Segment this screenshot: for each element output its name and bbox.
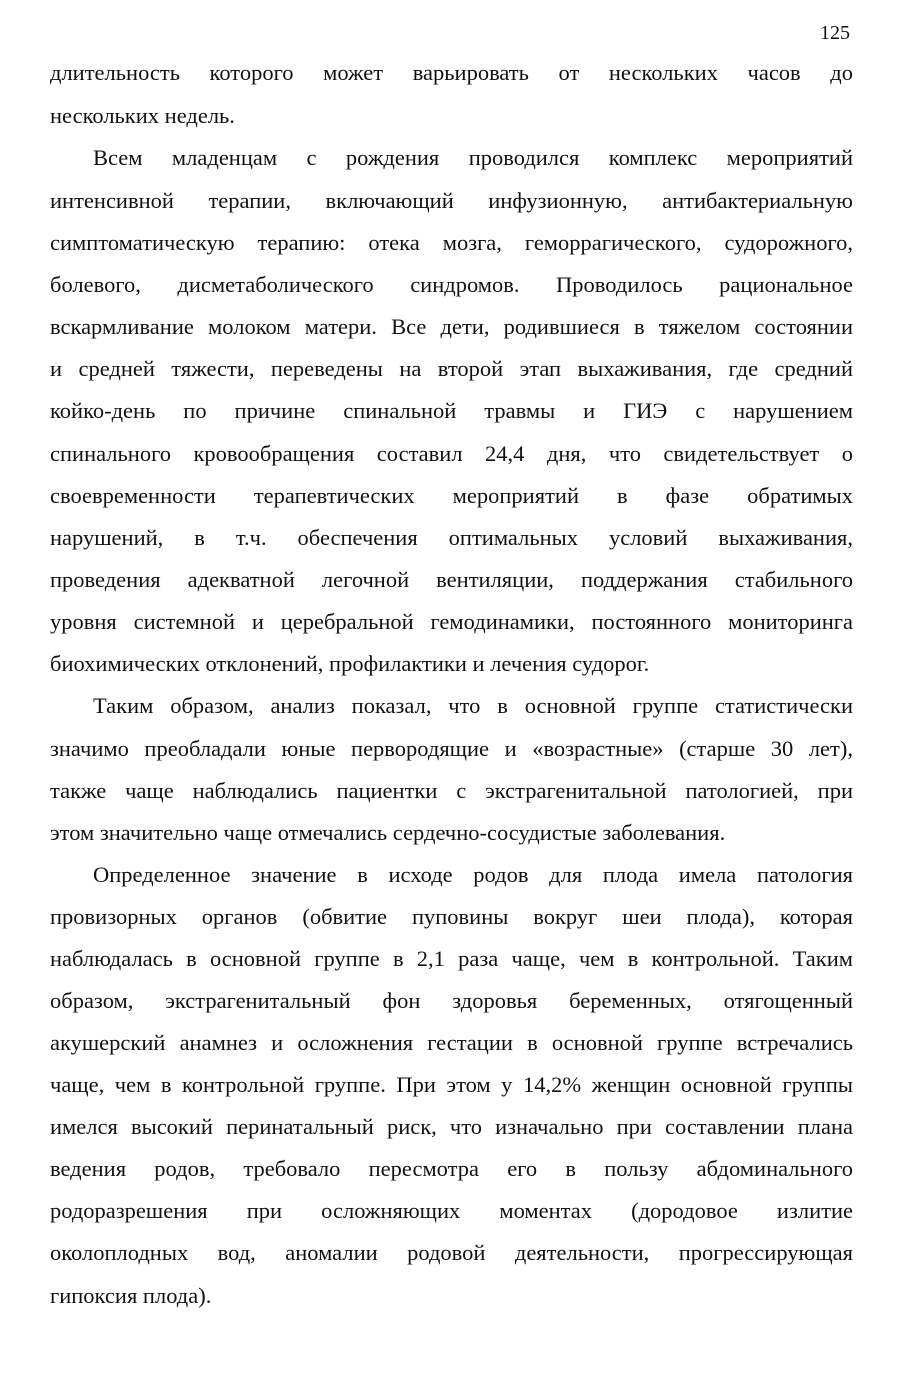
- text-line: этом значительно чаще отмечались сердечно-сосудистые заболевания.: [50, 820, 726, 845]
- text-line: гипоксия плода).: [50, 1283, 212, 1308]
- text-line: уровня системной и церебральной гемодинамики, постоянного мониторинга: [50, 609, 853, 634]
- text-line: чаще, чем в контрольной группе. При этом у 14,2% женщин основной группы: [50, 1072, 853, 1097]
- text-line: своевременности терапевтических мероприятий в фазе обратимых: [50, 483, 853, 508]
- text-line: околоплодных вод, аномалии родовой деятельности, прогрессирующая: [50, 1240, 853, 1265]
- text-line: значимо преобладали юные первородящие и «возрастные» (старше 30 лет),: [50, 736, 853, 761]
- text-line: вскармливание молоком матери. Все дети, родившиеся в тяжелом состоянии: [50, 314, 853, 339]
- text-line: койко-день по причине спинальной травмы и ГИЭ с нарушением: [50, 398, 853, 423]
- text-line: также чаще наблюдались пациентки с экстрагенитальной патологией, при: [50, 778, 853, 803]
- text-line: родоразрешения при осложняющих моментах (дородовое излитие: [50, 1198, 853, 1223]
- text-line: ведения родов, требовало пересмотра его в пользу абдоминального: [50, 1156, 853, 1181]
- page-number: 125: [820, 22, 850, 44]
- text-line: нескольких недель.: [50, 103, 235, 128]
- text-line: наблюдалась в основной группе в 2,1 раза чаще, чем в контрольной. Таким: [50, 946, 853, 971]
- text-line: акушерский анамнез и осложнения гестации в основной группе встречались: [50, 1030, 853, 1055]
- text-line: нарушений, в т.ч. обеспечения оптимальных условий выхаживания,: [50, 525, 853, 550]
- text-line: длительность которого может варьировать от нескольких часов до: [50, 60, 853, 85]
- text-line: провизорных органов (обвитие пуповины вокруг шеи плода), которая: [50, 904, 853, 929]
- text-line: Таким образом, анализ показал, что в основной группе статистически: [93, 693, 853, 718]
- text-line: интенсивной терапии, включающий инфузионную, антибактериальную: [50, 188, 853, 213]
- text-line: Определенное значение в исходе родов для плода имела патология: [93, 862, 853, 887]
- text-line: и средней тяжести, переведены на второй этап выхаживания, где средний: [50, 356, 853, 381]
- text-line: болевого, дисметаболического синдромов. Проводилось рациональное: [50, 272, 853, 297]
- text-line: имелся высокий перинатальный риск, что изначально при составлении плана: [50, 1114, 853, 1139]
- text-line: спинального кровообращения составил 24,4 дня, что свидетельствует о: [50, 441, 853, 466]
- text-line: биохимических отклонений, профилактики и лечения судорог.: [50, 651, 650, 676]
- text-line: Всем младенцам с рождения проводился комплекс мероприятий: [93, 145, 853, 170]
- text-line: образом, экстрагенитальный фон здоровья беременных, отягощенный: [50, 988, 853, 1013]
- text-line: проведения адекватной легочной вентиляции, поддержания стабильного: [50, 567, 853, 592]
- text-line: симптоматическую терапию: отека мозга, геморрагического, судорожного,: [50, 230, 853, 255]
